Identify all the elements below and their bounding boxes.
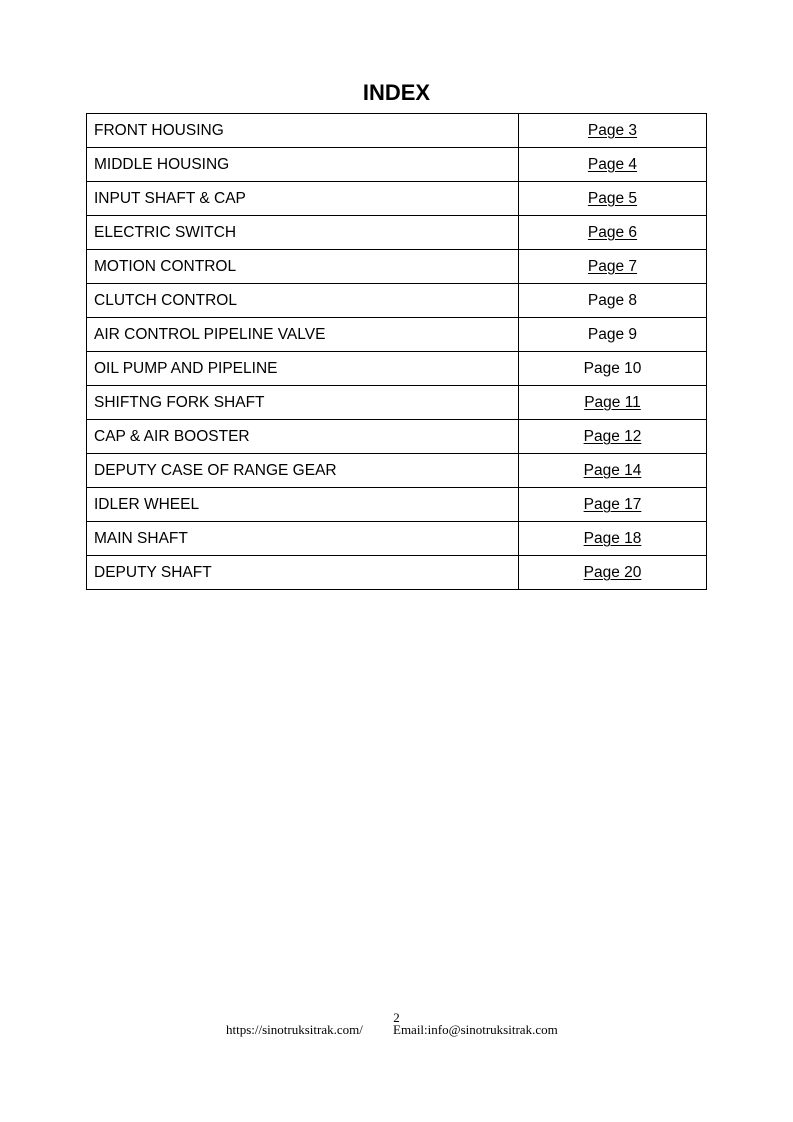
index-entry-page-cell <box>519 216 707 250</box>
index-entry-page-cell <box>519 556 707 590</box>
page-link[interactable]: Page 12 <box>583 428 642 445</box>
index-entry-page-cell <box>519 488 707 522</box>
page-link[interactable]: Page 7 <box>587 258 638 275</box>
page-link[interactable]: Page 18 <box>583 530 642 547</box>
index-entry-page-cell <box>519 182 707 216</box>
index-entry-page-cell <box>519 420 707 454</box>
index-entry-title: INPUT SHAFT & CAP <box>87 182 519 216</box>
index-table <box>86 113 707 590</box>
index-entry-title: AIR CONTROL PIPELINE VALVE <box>87 318 519 352</box>
index-entry-page-cell <box>519 318 707 352</box>
page-reference: Page 9 <box>587 326 638 343</box>
index-entry-title: SHIFTNG FORK SHAFT <box>87 386 519 420</box>
index-row <box>87 284 707 318</box>
index-row <box>87 182 707 216</box>
index-entry-title: IDLER WHEEL <box>87 488 519 522</box>
index-entry-page-cell <box>519 454 707 488</box>
footer-email: Email:info@sinotruksitrak.com <box>393 1022 558 1037</box>
index-row <box>87 386 707 420</box>
index-row <box>87 114 707 148</box>
index-entry-title: MOTION CONTROL <box>87 250 519 284</box>
index-entry-title: MIDDLE HOUSING <box>87 148 519 182</box>
index-entry-title: OIL PUMP AND PIPELINE <box>87 352 519 386</box>
page-link[interactable]: Page 17 <box>583 496 642 513</box>
index-entry-title: MAIN SHAFT <box>87 522 519 556</box>
page-reference: Page 8 <box>587 292 638 309</box>
page-link[interactable]: Page 4 <box>587 156 638 173</box>
index-row <box>87 420 707 454</box>
index-table-body <box>87 114 707 590</box>
page-link[interactable]: Page 5 <box>587 190 638 207</box>
page-title: INDEX <box>362 80 431 105</box>
index-entry-page-cell <box>519 114 707 148</box>
index-row <box>87 352 707 386</box>
page-link[interactable]: Page 20 <box>583 564 642 581</box>
index-row <box>87 318 707 352</box>
index-entry-title: CAP & AIR BOOSTER <box>87 420 519 454</box>
page-link[interactable]: Page 11 <box>584 394 641 411</box>
index-entry-page-cell <box>519 250 707 284</box>
index-row <box>87 148 707 182</box>
page-link[interactable]: Page 6 <box>587 224 638 241</box>
index-entry-title: DEPUTY CASE OF RANGE GEAR <box>87 454 519 488</box>
index-row <box>87 488 707 522</box>
page-reference: Page 10 <box>583 360 642 377</box>
index-entry-title: DEPUTY SHAFT <box>87 556 519 590</box>
page-number: 2 <box>393 1010 400 1025</box>
page-link[interactable]: Page 3 <box>587 122 638 139</box>
index-row <box>87 556 707 590</box>
index-entry-title: CLUTCH CONTROL <box>87 284 519 318</box>
index-entry-page-cell <box>519 148 707 182</box>
page-link[interactable]: Page 14 <box>583 462 642 479</box>
index-row <box>87 522 707 556</box>
index-entry-title: ELECTRIC SWITCH <box>87 216 519 250</box>
footer-website: https://sinotruksitrak.com/ <box>226 1022 363 1037</box>
index-entry-page-cell <box>519 352 707 386</box>
index-row <box>87 250 707 284</box>
index-row <box>87 216 707 250</box>
index-row <box>87 454 707 488</box>
index-entry-page-cell <box>519 522 707 556</box>
index-entry-page-cell <box>519 386 707 420</box>
index-entry-title: FRONT HOUSING <box>87 114 519 148</box>
index-entry-page-cell <box>519 284 707 318</box>
